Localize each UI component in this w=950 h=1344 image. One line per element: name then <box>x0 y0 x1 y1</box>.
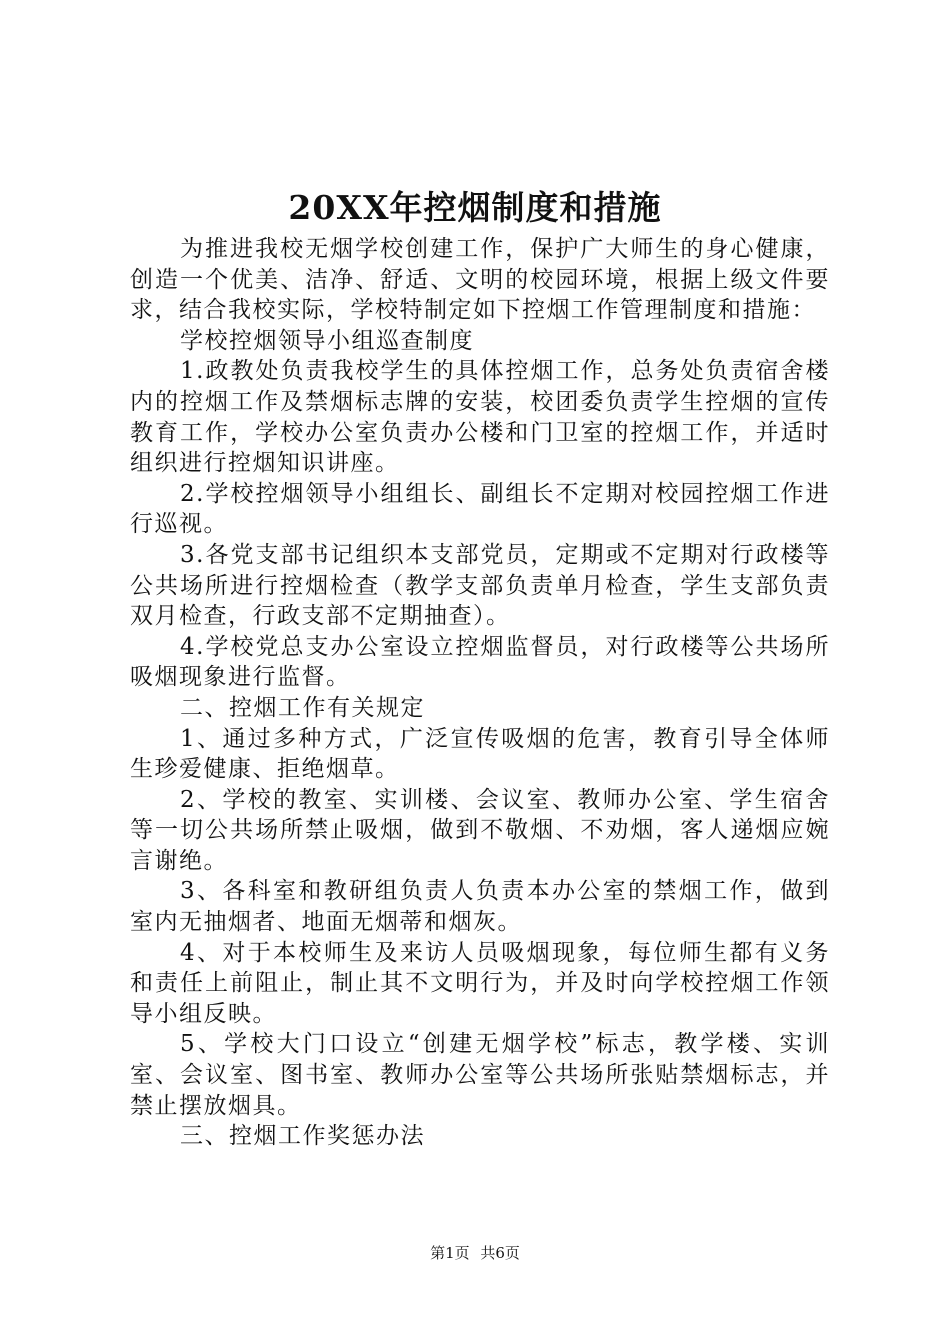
section-heading-rewards: 三、控烟工作奖惩办法 <box>180 1123 425 1150</box>
page-number: 第1页 <box>430 1244 470 1262</box>
inspection-item-2: 2.学校控烟领导小组组长、副组长不定期对校园控烟工作进行巡视。 <box>130 480 830 538</box>
page-footer <box>0 1243 950 1263</box>
rule-item-3: 3、各科室和教研组负责人负责本办公室的禁烟工作，做到室内无抽烟者、地面无烟蒂和烟灰。 <box>130 878 830 936</box>
document-title: 20XX年控烟制度和措施 <box>288 188 662 227</box>
page-total: 共6页 <box>480 1244 520 1262</box>
document-body <box>130 234 830 1152</box>
inspection-item-4: 4.学校党总支办公室设立控烟监督员，对行政楼等公共场所吸烟现象进行监督。 <box>130 633 830 691</box>
section-heading-inspection: 学校控烟领导小组巡查制度 <box>180 327 474 354</box>
rule-item-1: 1、通过多种方式，广泛宣传吸烟的危害，教育引导全体师生珍爱健康、拒绝烟草。 <box>130 725 830 783</box>
section-heading-rules: 二、控烟工作有关规定 <box>180 694 425 721</box>
intro-paragraph: 为推进我校无烟学校创建工作，保护广大师生的身心健康，创造一个优美、洁净、舒适、文明的校园环境，根据上级文件要求，结合我校实际，学校特制定如下控烟工作管理制度和措施： <box>130 236 830 324</box>
rule-item-4: 4、对于本校师生及来访人员吸烟现象，每位师生都有义务和责任上前阻止，制止其不文明行为，并及时向学校控烟工作领导小组反映。 <box>130 939 830 1027</box>
rule-item-2: 2、学校的教室、实训楼、会议室、教师办公室、学生宿舍等一切公共场所禁止吸烟，做到不敬烟、不劝烟，客人递烟应婉言谢绝。 <box>130 786 830 874</box>
rule-item-5: 5、学校大门口设立“创建无烟学校”标志，教学楼、实训室、会议室、图书室、教师办公室等公共场所张贴禁烟标志，并禁止摆放烟具。 <box>130 1031 830 1119</box>
inspection-item-1: 1.政教处负责我校学生的具体控烟工作，总务处负责宿舍楼内的控烟工作及禁烟标志牌的安装，校团委负责学生控烟的宣传教育工作，学校办公室负责办公楼和门卫室的控烟工作，并适时组织进行控烟知识讲座。 <box>130 358 830 477</box>
inspection-item-3: 3.各党支部书记组织本支部党员，定期或不定期对行政楼等公共场所进行控烟检查（教学支部负责单月检查，学生支部负责双月检查，行政支部不定期抽查）。 <box>130 541 830 630</box>
